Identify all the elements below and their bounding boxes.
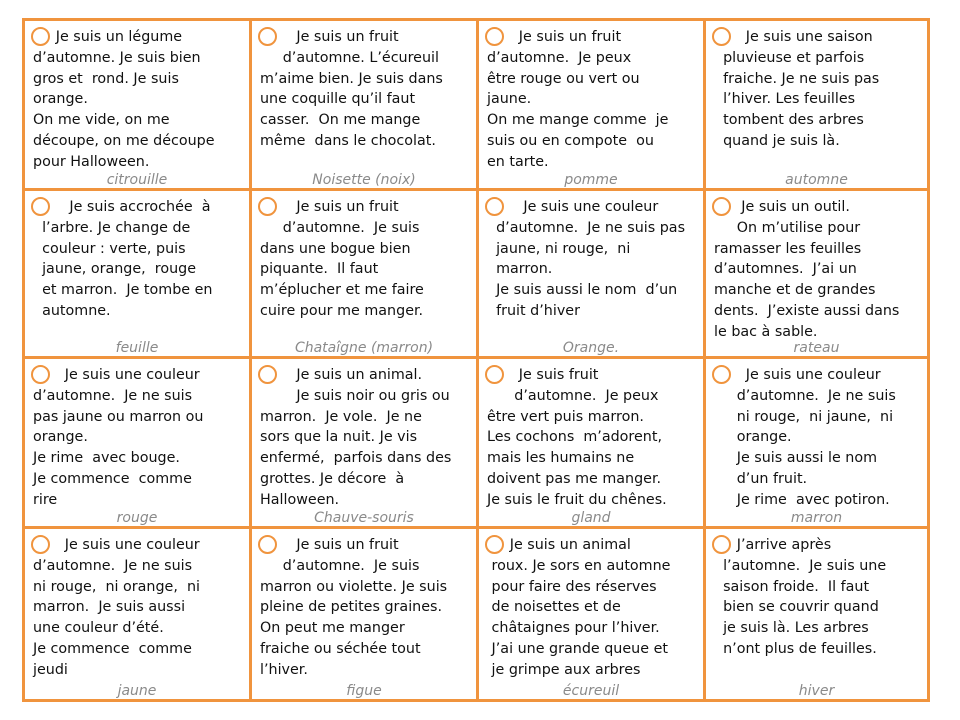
riddle-card [706, 529, 927, 699]
riddle-text: Je suis un animal. Je suis noir ou gris ou marron. Je vole. Je ne sors que la nuit. Je vis enfermé, parfois dans des grottes. Je décore à Halloween. [260, 367, 452, 508]
riddle-text: Je suis un légume d’automne. Je suis bien gros et rond. Je suis orange. On me vide, on me découpe, on me découpe pour Halloween. [33, 29, 215, 170]
riddle-answer: Orange. [562, 340, 620, 356]
riddle-card [479, 21, 706, 191]
riddle-answer: marron [790, 510, 843, 526]
riddle-text: Je suis une couleur d’automne. Je ne suis ni rouge, ni orange, ni marron. Je suis aussi une couleur d’été. Je commence comme jeudi [33, 537, 201, 678]
riddle-text: Je suis fruit d’automne. Je peux être vert puis marron. Les cochons m’adorent, mais les humains ne doivent pas me manger. Je suis le fruit du chênes. [487, 367, 667, 508]
riddle-answer: pomme [564, 172, 618, 188]
riddle-card [706, 21, 927, 191]
riddle-answer: figue [346, 683, 382, 699]
riddle-card [25, 529, 252, 699]
riddle-card [706, 191, 927, 359]
riddle-answer: hiver [798, 683, 835, 699]
riddle-answer: automne [785, 172, 848, 188]
riddle-answer: Chataîgne (marron) [294, 340, 434, 356]
riddle-answer: rateau [793, 340, 840, 356]
riddle-text: Je suis un fruit d’automne. Je suis dans une bogue bien piquante. Il faut m’éplucher et me faire cuire pour me manger. [260, 199, 424, 319]
riddle-answer: Noisette (noix) [312, 172, 416, 188]
riddle-answer: rouge [116, 510, 158, 526]
riddle-card [252, 529, 479, 699]
riddle-text: Je suis un fruit d’automne. Je suis marron ou violette. Je suis pleine de petites graines. On peut me manger fraiche ou séchée tout l’hiver. [260, 537, 448, 678]
riddle-card-grid [22, 18, 930, 702]
riddle-answer: citrouille [106, 172, 168, 188]
riddle-answer: gland [571, 510, 611, 526]
riddle-card [706, 359, 927, 529]
riddle-text: Je suis accrochée à l’arbre. Je change de couleur : verte, puis jaune, orange, rouge et marron. Je tombe en automne. [42, 199, 213, 319]
riddle-answer: Chauve-souris [314, 510, 414, 526]
riddle-card [479, 529, 706, 699]
riddle-text: Je suis un fruit d’automne. L’écureuil m’aime bien. Je suis dans une coquille qu’il faut casser. On me mange même dans le chocolat. [260, 29, 443, 149]
riddle-card [252, 359, 479, 529]
riddle-text: J’arrive après l’automne. Je suis une saison froide. Il faut bien se couvrir quand je suis là. Les arbres n’ont plus de feuilles. [723, 537, 887, 657]
riddle-answer: écureuil [562, 683, 620, 699]
riddle-answer: feuille [115, 340, 159, 356]
riddle-text: Je suis un outil. On m’utilise pour ramasser les feuilles d’automnes. J’ai un manche et de grandes dents. J’existe aussi dans le bac à sable. [714, 199, 900, 340]
riddle-card [25, 191, 252, 359]
riddle-text: Je suis une saison pluvieuse et parfois fraiche. Je ne suis pas l’hiver. Les feuilles tombent des arbres quand je suis là. [723, 29, 880, 149]
riddle-card [25, 359, 252, 529]
riddle-text: Je suis une couleur d’automne. Je ne suis pas jaune, ni rouge, ni marron. Je suis aussi le nom d’un fruit d’hiver [496, 199, 686, 319]
riddle-answer: jaune [117, 683, 157, 699]
riddle-card [252, 21, 479, 191]
riddle-text: Je suis une couleur d’automne. Je ne suis ni rouge, ni jaune, ni orange. Je suis aussi le nom d’un fruit. Je rime avec potiron. [736, 367, 896, 508]
riddle-text: Je suis une couleur d’automne. Je ne suis pas jaune ou marron ou orange. Je rime avec bouge. Je commence comme rire [33, 367, 204, 508]
riddle-card [479, 191, 706, 359]
riddle-text: Je suis un fruit d’automne. Je peux être rouge ou vert ou jaune. On me mange comme je suis ou en compote ou en tarte. [487, 29, 669, 170]
riddle-card [479, 359, 706, 529]
riddle-text: Je suis un animal roux. Je sors en automne pour faire des réserves de noisettes et de châtaignes pour l’hiver. J’ai une grande queue et je grimpe aux arbres [491, 537, 671, 678]
riddle-card [25, 21, 252, 191]
riddle-card [252, 191, 479, 359]
